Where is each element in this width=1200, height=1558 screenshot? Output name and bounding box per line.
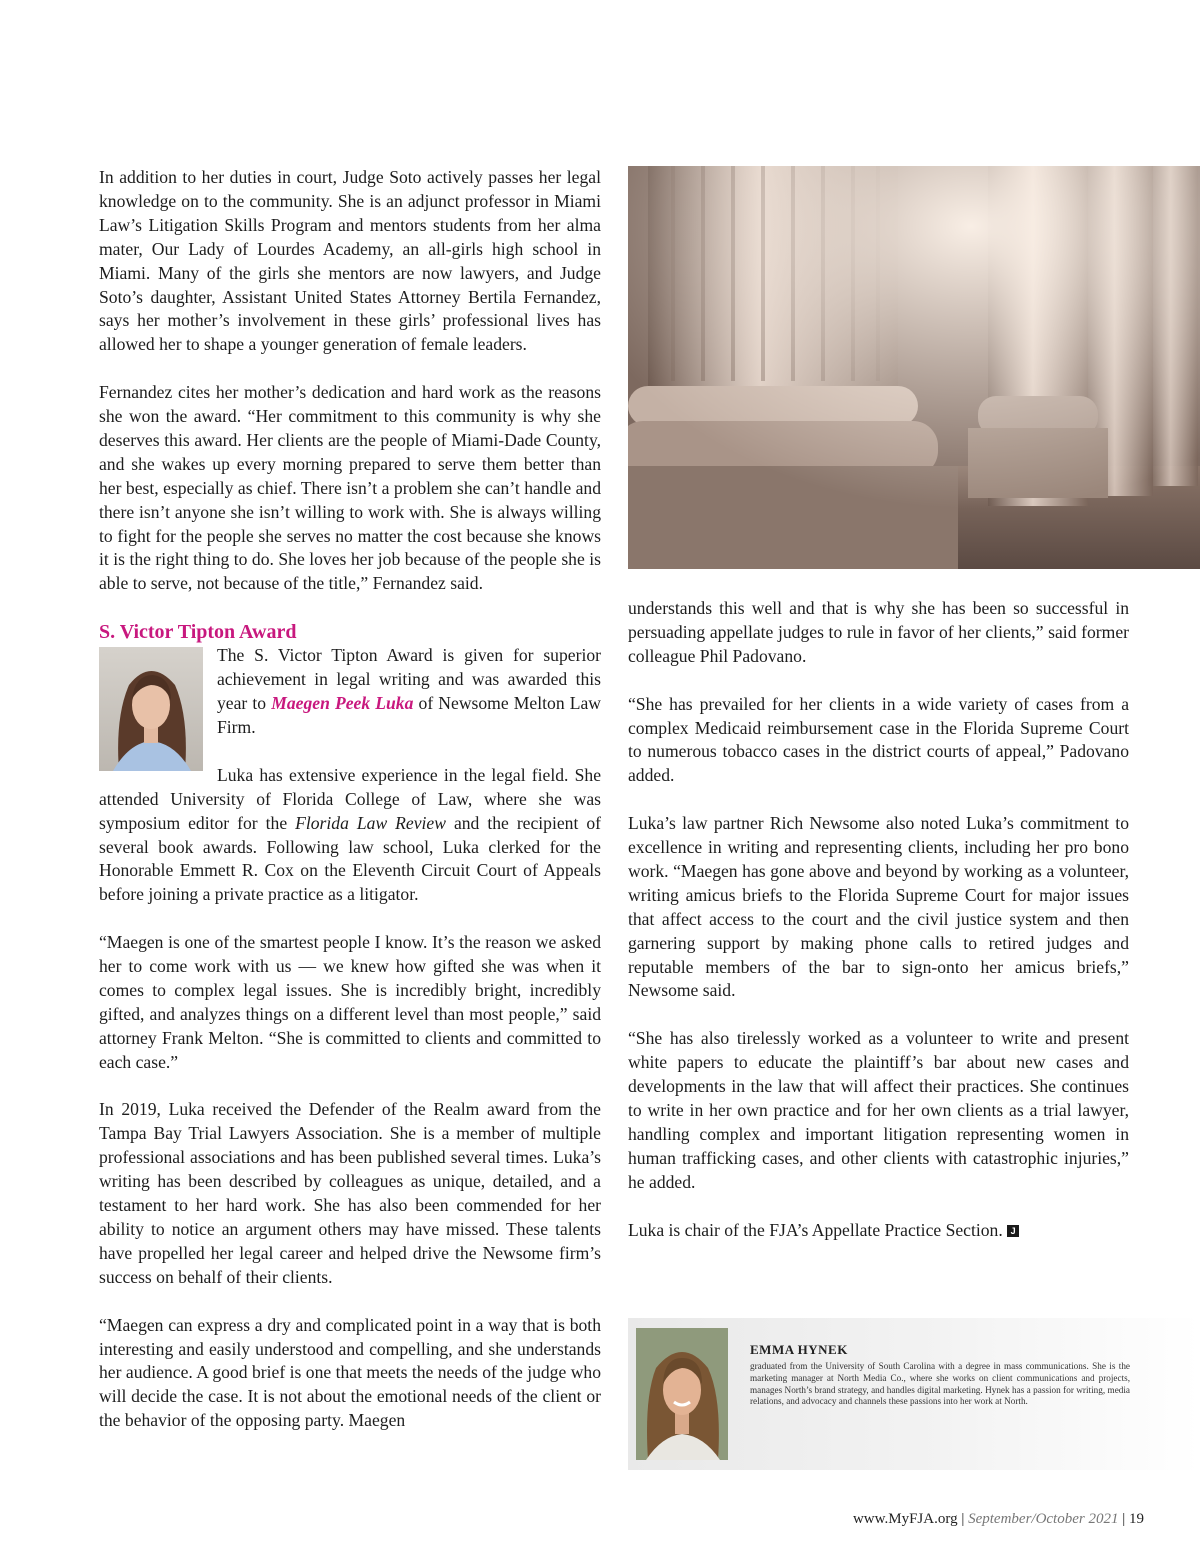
award-recipient-name: Maegen Peek Luka bbox=[271, 693, 414, 714]
body-paragraph: Luka is chair of the FJA’s Appellate Practice Section. J bbox=[628, 1219, 1129, 1243]
award-intro: The S. Victor Tipton Award is given for superior achievement in legal writing and was awarded this year to Maegen Peek Luka of Newsome Melton Law Firm. bbox=[217, 645, 601, 738]
end-mark-icon: J bbox=[1007, 1225, 1019, 1237]
section-heading: S. Victor Tipton Award bbox=[99, 621, 297, 644]
footer-site-link[interactable]: www.MyFJA.org bbox=[852, 1511, 958, 1527]
journal-title: Florida Law Review bbox=[295, 812, 446, 833]
luka-headshot bbox=[99, 647, 203, 771]
author-bio-text: graduated from the University of South Carolina with a degree in mass communications. She is the marketing manager at North Media Co., where she works on client communications and projects, manages North’s brand strategy, and handles digital marketing. Hynek has a passion for writing, media relations, and advocacy and channels these passions into her work at North. bbox=[750, 1361, 1130, 1407]
right-column bbox=[628, 597, 1129, 1242]
author-headshot bbox=[636, 1328, 728, 1460]
body-paragraph: “Maegen is one of the smartest people I know. It’s the reason we asked her to come work with us — we knew how gifted she was when it comes to complex legal issues. She is incredibly bright, incredibly gifted, and analyzes things on a different level than most people,” said attorney Frank Melton. “She is committed to clients and committed to each case.” bbox=[99, 932, 601, 1072]
body-paragraph: “Maegen can express a dry and complicated point in a way that is both interesting and easily understood and compelling, and she understands her audience. A good brief is one that meets the needs of the judge who will decide the case. It is not about the emotional needs of the client or the behavior of the opposing party. Maegen bbox=[99, 1314, 601, 1431]
body-paragraph: “She has also tirelessly worked as a volunteer to write and present white papers to educate the plaintiff’s bar about new cases and developments in the law that will affect their practices. She continues to write in her own practice and for her own clients as a trial lawyer, handling complex and important litigation representing women in human trafficking cases, and other clients with catastrophic injuries,” he added. bbox=[628, 1028, 1129, 1192]
author-name: EMMA HYNEK bbox=[750, 1342, 848, 1357]
footer-issue-date: September/October 2021 bbox=[968, 1511, 1119, 1527]
page-footer bbox=[853, 1511, 1144, 1528]
body-paragraph: understands this well and that is why she has been so successful in persuading appellate judges to rule in favor of her clients,” said former colleague Phil Padovano. bbox=[628, 598, 1129, 666]
footer-separator: | bbox=[961, 1511, 965, 1527]
body-paragraph: Luka has extensive experience in the legal field. She attended University of Florida College of Law, where she was symposium editor for the Florida Law Review and the recipient of several book awards. Following law school, Luka clerked for the Honorable Emmett R. Cox on the Eleventh Circuit Court of Appeals before joining a private practice as a litigator. bbox=[99, 764, 601, 905]
left-column bbox=[99, 166, 601, 1433]
footer-separator: | bbox=[1122, 1511, 1126, 1527]
body-paragraph: In 2019, Luka received the Defender of the Realm award from the Tampa Bay Trial Lawyers Association. She is a member of multiple professional associations and has been published several times. Luka’s writing has been described by colleagues as unique, detailed, and a testament to her hard work. She has also been commended for her ability to notice an argument others may have missed. These talents have propelled her legal career and helped drive the Newsome firm’s success on behalf of their clients. bbox=[99, 1099, 601, 1287]
author-bio-box bbox=[628, 1318, 1200, 1470]
body-paragraph: “She has prevailed for her clients in a wide variety of cases from a complex Medicaid reimbursement case in the Florida Supreme Court to numerous tobacco cases in the district courts of appeal,” Padovano added. bbox=[628, 693, 1129, 786]
page-number: 19 bbox=[1129, 1511, 1144, 1527]
body-paragraph: In addition to her duties in court, Judge Soto actively passes her legal knowledge on to the community. She is an adjunct professor in Miami Law’s Litigation Skills Program and mentors students from her alma mater, Our Lady of Lourdes Academy, an all-girls high school in Miami. Many of the girls she mentors are now lawyers, and Judge Soto’s daughter, Assistant United States Attorney Bertila Fernandez, says her mother’s involvement in these girls’ professional lives has allowed her to shape a younger generation of female leaders. bbox=[99, 167, 601, 355]
courthouse-columns-photo bbox=[628, 166, 1200, 569]
body-paragraph: Fernandez cites her mother’s dedication and hard work as the reasons she won the award. “Her commitment to this community is why she deserves this award. Her clients are the people of Miami-Dade County, and she wakes up every morning prepared to serve them better than her best, especially as chief. There isn’t a problem she can’t handle and there isn’t anyone she isn’t willing to work with. She is always willing to fight for the people she serves no matter the cost because she knows it is the right thing to do. She loves her job because of the people she is able to serve, not because of the title,” Fernandez said. bbox=[99, 382, 601, 594]
body-paragraph: Luka’s law partner Rich Newsome also noted Luka’s commitment to excellence in writing and representing clients, including her pro bono work. “Maegen has gone above and beyond by working as a volunteer, writing amicus briefs to the Florida Supreme Court for major issues that affect access to the court and the civil justice system and then garnering support by making phone calls to retired judges and reputable members of the bar to sign-onto her amicus briefs,” Newsome said. bbox=[628, 813, 1129, 1001]
